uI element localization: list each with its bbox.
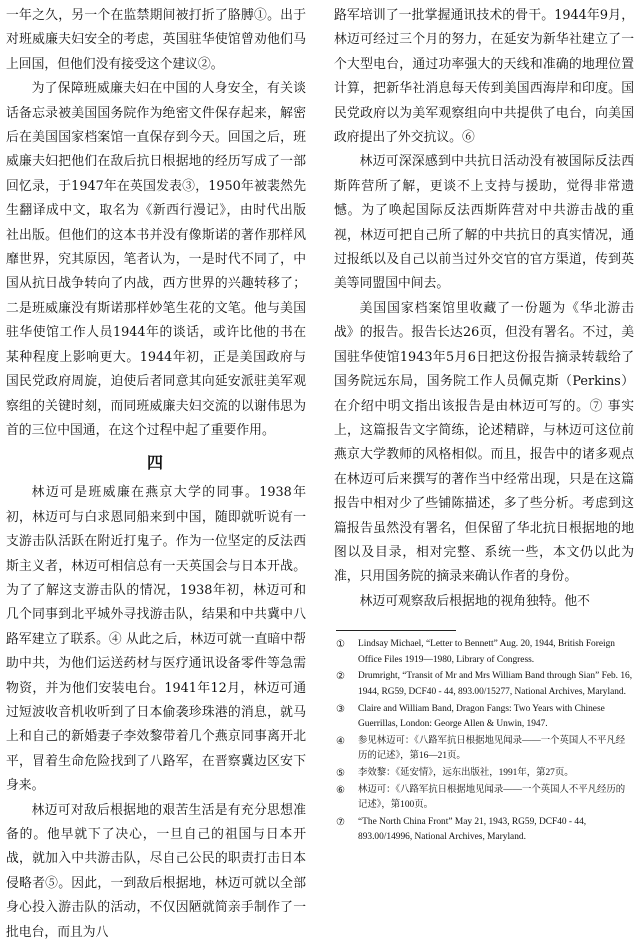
footnote-item [334, 766, 634, 782]
footnote-text: 李效黎：《延安情》，远东出版社，1991年，第27页。 [358, 767, 574, 778]
footnote-item [334, 815, 634, 846]
footnote-item [334, 669, 634, 700]
footnote-marker: ⑥ [336, 784, 345, 796]
footnote-marker: ⑦ [336, 816, 345, 828]
footnote-item [334, 783, 634, 814]
section-heading: 四 [146, 453, 165, 473]
footnote-marker: ④ [336, 735, 345, 747]
footnote-divider [336, 630, 456, 631]
footnote-item [334, 637, 634, 668]
paragraph-lindsay-resolve: 林迈可对敌后根据地的艰苦生活是有充分思想准备的。他早就下了决心，一旦自己的祖国与日本开战，就加入中共游击队，尽自己公民的职责打击日本侵略者⑤。因此，一到敌后根据地，林迈可就以全部身心投入游击队的活动，不仅因陋就简亲手制作了一批电台，而且为八 [6, 802, 306, 940]
footnote-text: Claire and William Band, Dragon Fangs: Two Years with Chinese Guerrillas, London: George Allen & Unwin, 1947. [358, 703, 605, 730]
footnote-text: 林迈可：《八路军抗日根据地见闻录——一个英国人不平凡经历的记述》，第100页。 [358, 784, 626, 811]
footnote-marker: ① [336, 639, 345, 651]
footnote-marker: ⑤ [336, 767, 345, 779]
footnote-list [334, 637, 634, 846]
footnote-marker: ③ [336, 703, 345, 715]
footnote-text: 参见林迈可：《八路军抗日根据地见闻录——一个英国人不平凡经历的记述》，第16—21页。 [358, 735, 626, 762]
paragraph-continuation: 路军培训了一批掌握通讯技术的骨干。1944年9月，林迈可经过三个月的努力，在延安为新华社建立了一个大型电台，通过功率强大的天线和准确的地理位置计算，把新华社消息每天传到美国西海岸和印度。国民党政府以为美军观察组向中共提供了电台，向美国政府提出了外交抗议。⑥ [334, 8, 634, 146]
footnote-item [334, 734, 634, 765]
footnote-text: Drumright, “Transit of Mr and Mrs William Band through Sian” Feb. 16, 1944, RG59, DCF40 - 44, 893.00/15277, National Archives, Maryland. [358, 671, 633, 697]
paragraph-band-memoir: 为了保障班威廉夫妇在中国的人身安全，有关谈话备忘录被美国国务院作为绝密文件保存起来，解密后在美国国家档案馆一直保存到今天。回国之后，班威廉夫妇把他们在敌后抗日根据地的经历写成了一部回忆录，于1947年在英国发表③，1950年被裴然先生翻译成中文，取名为《新西行漫记》，由时代出版社出版。但他们的这本书并没有像斯诺的著作那样风靡世界，究其原因，笔者认为，一是时代不同了，中国从抗日战争转向了内战，西方世界的兴趣转移了；二是班威廉没有斯诺那样妙笔生花的文笔。他与美国驻华使馆工作人员1944年的谈话，或许比他的书在某种程度上影响更大。1944年初，正是美国政府与国民党政府周旋，迫使后者同意其向延安派驻美军观察组的关键时刻，而同班威廉夫妇交流的以谢伟思为首的三位中国通，在这个过程中起了重要作用。 [6, 81, 306, 438]
footnote-text: “The North China Front” May 21, 1943, RG59, DCF40 - 44, 893.00/14996, National Archives, Maryland. [358, 816, 587, 843]
paragraph-lindsay-regret: 林迈可深深感到中共抗日活动没有被国际反法西斯阵营所了解，更谈不上支持与援助，觉得非常遗憾。为了唤起国际反法西斯阵营对中共游击战的重视，林迈可把自己所了解的中共抗日的真实情况，通过报纸以及自己以前当过外交官的官方渠道，传到英美等同盟国中间去。 [334, 154, 634, 292]
left-column [6, 4, 306, 945]
footnote-item [334, 702, 634, 733]
paragraph-lindsay-perspective: 林迈可观察敌后根据地的视角独特。他不 [359, 593, 590, 609]
footnote-marker: ② [336, 671, 345, 683]
right-column [334, 4, 634, 847]
paragraph-archive-report: 美国国家档案馆里收藏了一份题为《华北游击战》的报告。报告长达26页，但没有署名。不过，美国驻华使馆1943年5月6日把这份报告摘录转载给了国务院远东局，国务院工作人员佩克斯（Perkins）在介绍中明文指出该报告是由林迈可写的。⑦ 事实上，这篇报告文字简练，论述精辟，与林迈可这位前燕京大学教师的风格相似。而且，报告中的诸多观点在林迈可后来撰写的著作当中经常出现，只是在这篇报告中相对少了些铺陈描述，多了些分析。考虑到这篇报告虽然没有署名，但保留了华北抗日根据地的地图以及目录，相对完整、系统一些，本文仍以此为准，只用国务院的摘录来确认作者的身份。 [334, 300, 634, 585]
footnote-text: Lindsay Michael, “Letter to Bennett” Aug. 20, 1944, British Foreign Office Files 1919—1980, Library of Congress. [358, 639, 615, 665]
paragraph-continuation: 一年之久，另一个在监禁期间被打折了胳膊①。出于对班威廉夫妇安全的考虑，英国驻华使馆曾劝他们马上回国，但他们没有接受这个建议②。 [6, 8, 306, 72]
paragraph-lindsay-intro: 林迈可是班威廉在燕京大学的同事。1938年初，林迈可与白求恩同船来到中国，随即就听说有一支游击队活跃在附近打鬼子。作为一位坚定的反法西斯主义者，林迈可相信总有一天英国会与日本开战。为了了解这支游击队的情况，1938年初，林迈可和几个同事到北平城外寻找游击队，结果和中共冀中八路军建立了联系。④ 从此之后，林迈可就一直暗中帮助中共，为他们运送药材与医疗通讯设备零件等急需物资，并为他们安装电台。1941年12月，林迈可通过短波收音机收听到了日本偷袭珍珠港的消息，就马上和自己的新婚妻子李效黎带着几个燕京同事离开北平，冒着生命危险找到了八路军，在晋察冀边区安下身来。 [6, 485, 306, 794]
